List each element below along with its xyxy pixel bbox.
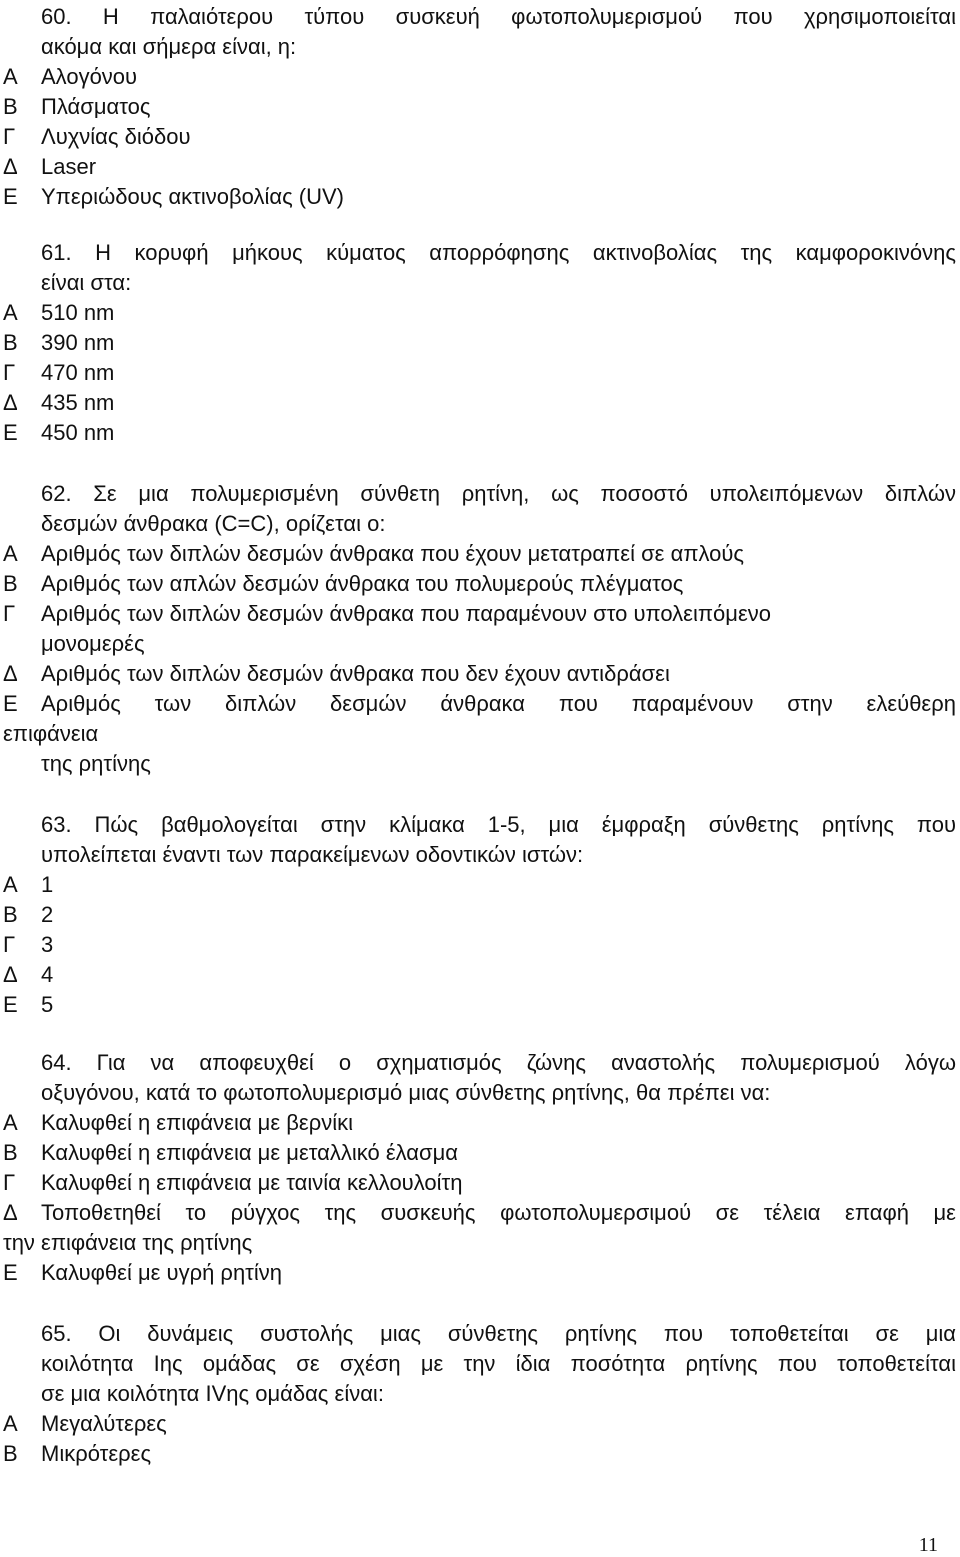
option-letter: Γ — [3, 1170, 16, 1195]
answer-option — [0, 599, 960, 629]
answer-option — [0, 990, 960, 1020]
option-text: Καλυφθεί με υγρή ρητίνη — [41, 1260, 282, 1285]
option-letter: Ε — [3, 420, 18, 445]
option-text: Καλυφθεί η επιφάνεια με ταινία κελλουλοίτη — [41, 1170, 463, 1195]
question-stem-line: σε μια κοιλότητα ΙVης ομάδας είναι: — [41, 1381, 384, 1406]
option-continuation: την επιφάνεια της ρητίνης — [3, 1230, 253, 1255]
option-continuation: μονομερές — [41, 631, 145, 656]
question-64 — [0, 1048, 960, 1288]
option-letter: Α — [3, 64, 18, 89]
option-text: Αριθμός των απλών δεσμών άνθρακα του πολυμερούς πλέγματος — [41, 571, 684, 596]
option-letter: Α — [3, 872, 18, 897]
answer-option — [0, 1108, 960, 1138]
answer-option — [0, 298, 960, 328]
answer-option — [0, 569, 960, 599]
option-letter: Δ — [3, 962, 18, 987]
option-letter: Γ — [3, 360, 16, 385]
option-letter: Β — [3, 571, 18, 596]
answer-option — [0, 1258, 960, 1288]
option-text: Αριθμός των διπλών δεσμών άνθρακα που παραμένουν στο υπολειπόμενο — [41, 601, 771, 626]
option-text: Μικρότερες — [41, 1441, 152, 1466]
answer-option — [0, 1409, 960, 1439]
option-letter: Β — [3, 330, 18, 355]
option-text: Καλυφθεί η επιφάνεια με βερνίκι — [41, 1110, 354, 1135]
option-text: 2 — [41, 902, 54, 927]
question-stem-line: οξυγόνου, κατά το φωτοπολυμερισμό μιας σύνθετης ρητίνης, θα πρέπει να: — [41, 1080, 771, 1105]
option-text: 435 nm — [41, 390, 115, 415]
question-stem-line: κοιλότητα Ιης ομάδας σε σχέση με την ίδια ποσότητα ρητίνης που τοποθετείται — [41, 1351, 956, 1376]
question-stem-line: 65. Οι δυνάμεις συστολής μιας σύνθετης ρητίνης που τοποθετείται σε μια — [41, 1321, 956, 1346]
option-letter: Δ — [3, 390, 18, 415]
option-text: Μεγαλύτερες — [41, 1411, 167, 1436]
answer-option — [0, 418, 960, 448]
option-text: 470 nm — [41, 360, 115, 385]
option-letter: Α — [3, 300, 18, 325]
question-63 — [0, 810, 960, 1020]
answer-option — [0, 92, 960, 122]
option-letter: Γ — [3, 124, 16, 149]
question-stem-line: υπολείπεται έναντι των παρακείμενων οδοντικών ιστών: — [41, 842, 584, 867]
question-stem-line: 64. Για να αποφευχθεί ο σχηματισμός ζώνης αναστολής πολυμερισμού λόγω — [41, 1050, 956, 1075]
answer-option — [0, 358, 960, 388]
option-text: 450 nm — [41, 420, 115, 445]
option-text: Τοποθετηθεί το ρύγχος της συσκευής φωτοπολυμερσιμού σε τέλεια επαφή με — [41, 1200, 956, 1225]
option-letter: Δ — [3, 154, 18, 179]
option-text: Αλογόνου — [41, 64, 138, 89]
option-letter: Γ — [3, 932, 16, 957]
option-letter: Ε — [3, 184, 18, 209]
option-continuation: επιφάνεια — [3, 721, 99, 746]
answer-option — [0, 960, 960, 990]
question-stem-line: 61. Η κορυφή μήκους κύματος απορρόφησης ακτινοβολίας της καμφοροκινόνης — [41, 240, 956, 265]
option-letter: Ε — [3, 992, 18, 1017]
option-letter: Δ — [3, 1200, 18, 1225]
option-letter: Β — [3, 1441, 18, 1466]
question-stem-line: είναι στα: — [41, 270, 132, 295]
option-letter: Α — [3, 1411, 18, 1436]
option-text: Υπεριώδους ακτινοβολίας (UV) — [41, 184, 345, 209]
option-text: 4 — [41, 962, 54, 987]
option-letter: Δ — [3, 661, 18, 686]
option-letter: Ε — [3, 691, 18, 716]
question-stem-line: 60. Η παλαιότερου τύπου συσκευή φωτοπολυμερισμού που χρησιμοποιείται — [41, 4, 956, 29]
option-text: 5 — [41, 992, 54, 1017]
answer-option — [0, 122, 960, 152]
question-65 — [0, 1319, 960, 1469]
option-text: Πλάσματος — [41, 94, 151, 119]
answer-option — [0, 62, 960, 92]
question-stem-line: 62. Σε μια πολυμερισμένη σύνθετη ρητίνη, ως ποσοστό υπολειπόμενων διπλών — [41, 481, 956, 506]
answer-option — [0, 689, 960, 719]
answer-option — [0, 182, 960, 212]
question-stem-line: ακόμα και σήμερα είναι, η: — [41, 34, 297, 59]
question-stem-line: δεσμών άνθρακα (C=C), ορίζεται ο: — [41, 511, 386, 536]
option-text: Αριθμός των διπλών δεσμών άνθρακα που παραμένουν στην ελεύθερη — [41, 691, 956, 716]
answer-option — [0, 1138, 960, 1168]
option-letter: Ε — [3, 1260, 18, 1285]
option-text: Laser — [41, 154, 97, 179]
option-text: 510 nm — [41, 300, 115, 325]
answer-option — [0, 1439, 960, 1469]
option-letter: Β — [3, 902, 18, 927]
option-letter: Α — [3, 541, 18, 566]
option-letter: Γ — [3, 601, 16, 626]
page-number: 11 — [918, 1534, 938, 1556]
option-text: Αριθμός των διπλών δεσμών άνθρακα που δεν έχουν αντιδράσει — [41, 661, 670, 686]
answer-option — [0, 539, 960, 569]
option-text: 390 nm — [41, 330, 115, 355]
option-text: 1 — [41, 872, 54, 897]
question-61 — [0, 238, 960, 448]
answer-option — [0, 1168, 960, 1198]
answer-option — [0, 870, 960, 900]
option-letter: Β — [3, 1140, 18, 1165]
answer-option — [0, 659, 960, 689]
option-text: 3 — [41, 932, 54, 957]
answer-option — [0, 1198, 960, 1228]
option-text: Λυχνίας διόδου — [41, 124, 191, 149]
question-62 — [0, 479, 960, 779]
question-stem-line: 63. Πώς βαθμολογείται στην κλίμακα 1-5, μια έμφραξη σύνθετης ρητίνης που — [41, 812, 956, 837]
option-letter: Β — [3, 94, 18, 119]
answer-option — [0, 152, 960, 182]
option-text: Καλυφθεί η επιφάνεια με μεταλλικό έλασμα — [41, 1140, 458, 1165]
answer-option — [0, 388, 960, 418]
option-continuation: της ρητίνης — [41, 751, 151, 776]
option-text: Αριθμός των διπλών δεσμών άνθρακα που έχουν μετατραπεί σε απλούς — [41, 541, 745, 566]
answer-option — [0, 328, 960, 358]
answer-option — [0, 900, 960, 930]
option-letter: Α — [3, 1110, 18, 1135]
question-60 — [0, 2, 960, 212]
answer-option — [0, 930, 960, 960]
